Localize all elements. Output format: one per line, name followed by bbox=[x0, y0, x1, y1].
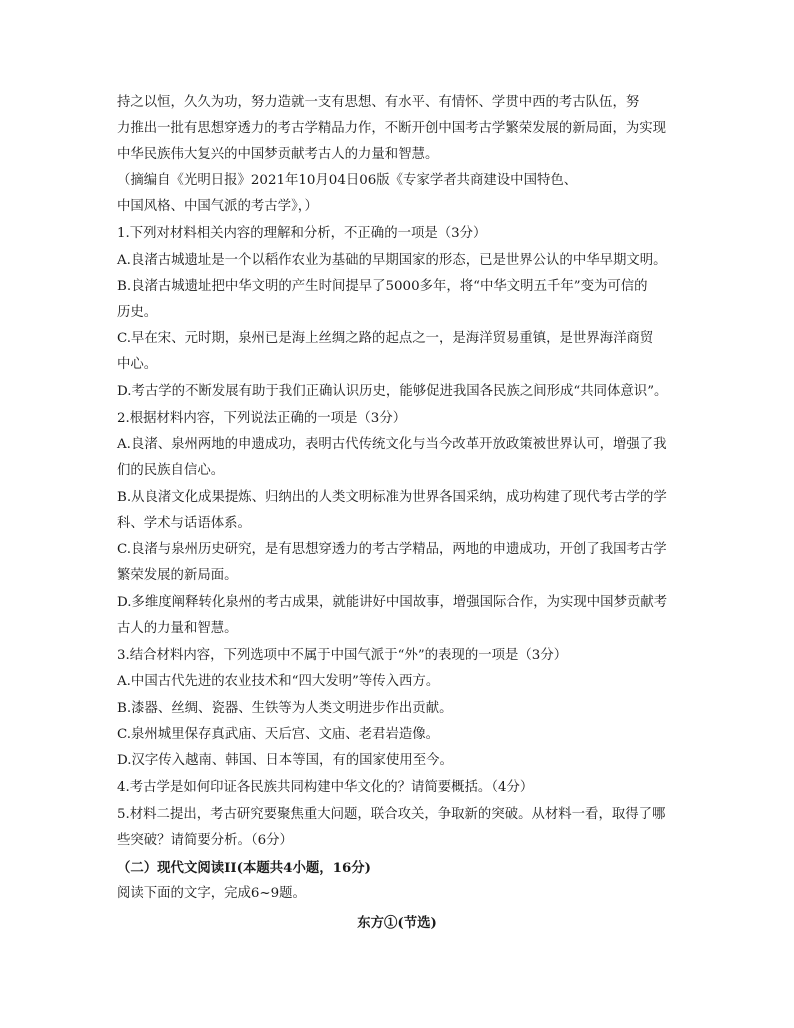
question-3: 3.结合材料内容，下列选项中不属于中国气派于“外”的表现的一项是（3分） bbox=[117, 648, 568, 663]
article-title: 东方①(节选) bbox=[357, 915, 437, 931]
option-c-cont: 繁荣发展的新局面。 bbox=[117, 568, 238, 583]
option-d: D.多维度阐释转化泉州的考古成果，就能讲好中国故事，增强国际合作，为实现中国梦贡献考 bbox=[117, 595, 668, 610]
source-citation: （摘编自《光明日报》2021年10月04日06版《专家学者共商建设中国特色、 bbox=[117, 173, 578, 188]
option-c: C.早在宋、元时期，泉州已是海上丝绸之路的起点之一，是海洋贸易重镇，是世界海洋商贸 bbox=[117, 331, 654, 346]
section-heading: （二）现代文阅读II(本题共4小题，16分) bbox=[117, 860, 372, 876]
option-c-cont: 中心。 bbox=[117, 357, 158, 372]
option-b-cont: 科、学术与话语体系。 bbox=[117, 516, 251, 531]
option-a: A.中国古代先进的农业技术和“四大发明”等传入西方。 bbox=[117, 674, 440, 689]
option-d: D.汉字传入越南、韩国、日本等国，有的国家使用至今。 bbox=[117, 753, 453, 768]
instruction: 阅读下面的文字，完成6~9题。 bbox=[117, 886, 306, 901]
option-d-cont: 古人的力量和智慧。 bbox=[117, 621, 238, 636]
paragraph-line: 持之以恒，久久为功，努力造就一支有思想、有水平、有情怀、学贯中西的考古队伍，努 bbox=[117, 95, 640, 110]
option-a-cont: 们的民族自信心。 bbox=[117, 463, 225, 478]
question-5-cont: 些突破？请简要分析。（6分） bbox=[117, 833, 293, 848]
paragraph-line: 中华民族伟大复兴的中国梦贡献考古人的力量和智慧。 bbox=[117, 147, 439, 162]
question-5: 5.材料二提出，考古研究要聚焦重大问题，联合攻关，争取新的突破。从材料一看，取得了哪 bbox=[117, 807, 666, 822]
question-1: 1.下列对材料相关内容的理解和分析，不正确的一项是（3分） bbox=[117, 226, 487, 241]
question-2: 2.根据材料内容，下列说法正确的一项是（3分） bbox=[117, 411, 407, 426]
option-c: C.泉州城里保存真武庙、天后宫、文庙、老君岩造像。 bbox=[117, 727, 440, 742]
paragraph-line: 力推出一批有思想穿透力的考古学精品力作，不断开创中国考古学繁荣发展的新局面，为实现 bbox=[117, 121, 667, 136]
option-a: A.良渚古城遗址是一个以稻作农业为基础的早期国家的形态，已是世界公认的中华早期文明。 bbox=[117, 253, 667, 268]
option-b: B.良渚古城遗址把中华文明的产生时间提早了5000多年，将“中华文明五千年”变为可信的 bbox=[117, 279, 648, 294]
question-4: 4.考古学是如何印证各民族共同构建中华文化的？请简要概括。（4分） bbox=[117, 780, 534, 795]
option-b-cont: 历史。 bbox=[117, 305, 158, 320]
option-c: C.良渚与泉州历史研究，是有思想穿透力的考古学精品，两地的申遗成功，开创了我国考古学 bbox=[117, 542, 667, 557]
option-d: D.考古学的不断发展有助于我们正确认识历史，能够促进我国各民族之间形成“共同体意识”。 bbox=[117, 384, 668, 399]
option-b: B.漆器、丝绸、瓷器、生铁等为人类文明进步作出贡献。 bbox=[117, 701, 453, 716]
option-a: A.良渚、泉州两地的申遗成功，表明古代传统文化与当今改革开放政策被世界认可，增强了我 bbox=[117, 437, 667, 452]
option-b: B.从良渚文化成果提炼、归纳出的人类文明标准为世界各国采纳，成功构建了现代考古学的学 bbox=[117, 490, 667, 505]
source-citation: 中国风格、中国气派的考古学》，） bbox=[117, 199, 318, 214]
